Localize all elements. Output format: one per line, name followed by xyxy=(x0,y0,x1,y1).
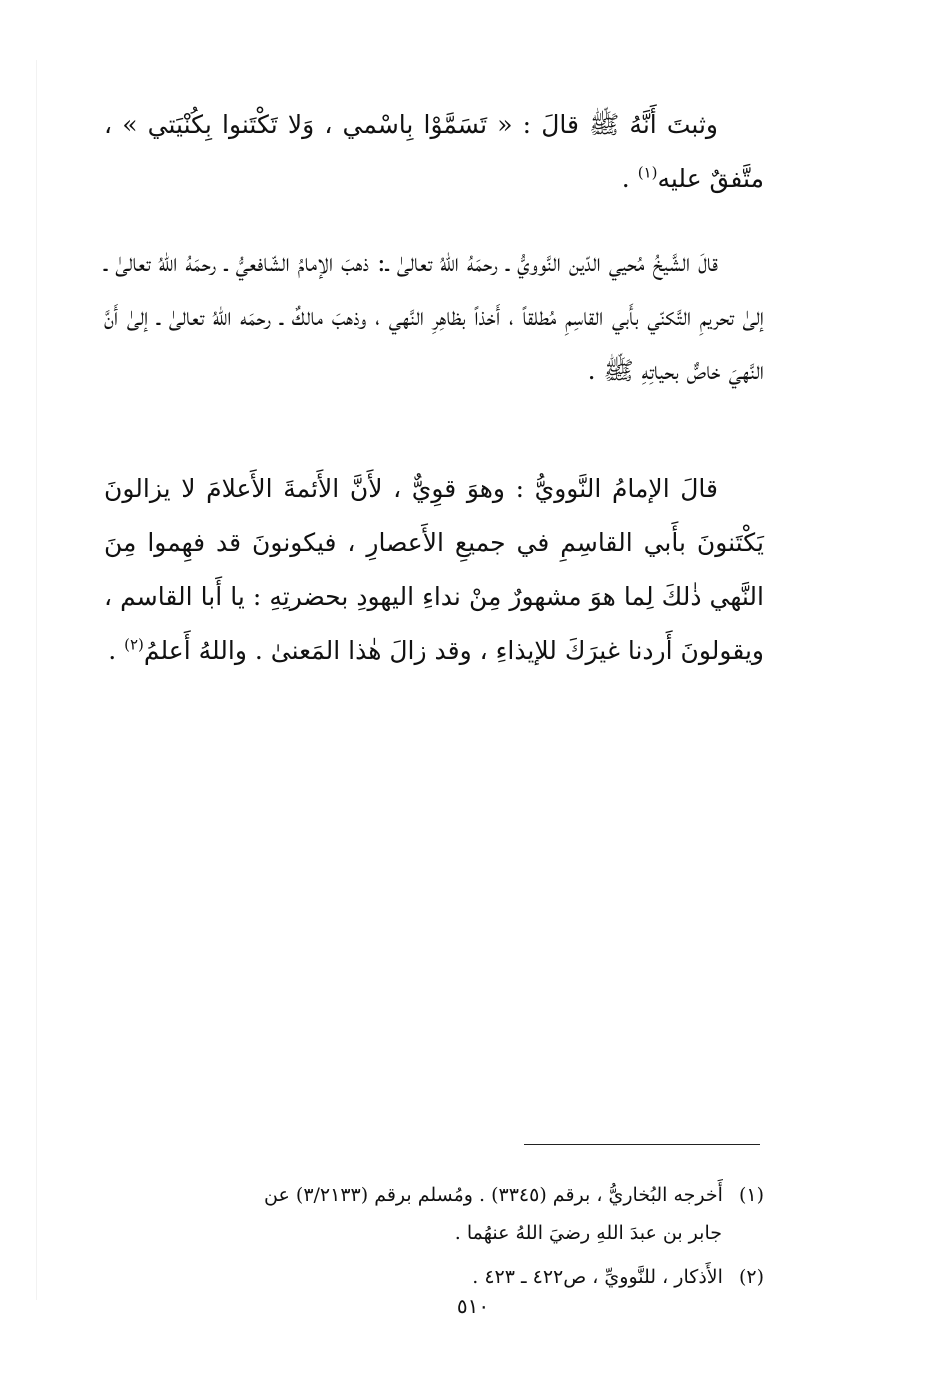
footnote-2 xyxy=(104,1258,764,1296)
paragraph-2 xyxy=(104,236,764,398)
paragraph-1-tail: . xyxy=(621,164,638,193)
paragraph-3-text: قالَ الإمامُ النَّوويُّ : وهوَ قوِيٌّ ، لأَنَّ الأَئمةَ الأَعلامَ لا يزالونَ يَكْتَنونَ بأَبي القاسِمِ في جميعِ الأَعصارِ ، فيكونونَ قد فهِموا مِنَ النَّهي ذٰلكَ لِما هوَ مشهورٌ مِنْ نداءِ اليهودِ بحضرتِهِ : يا أَبا القاسم ، ويقولونَ أَردنا غيرَكَ للإيذاءِ ، وقد زالَ هٰذا المَعنىٰ . واللهُ أَعلمُ xyxy=(104,474,764,665)
paragraph-3-tail: . xyxy=(108,636,125,665)
paragraph-3 xyxy=(104,462,764,678)
page-fold-shadow xyxy=(36,60,37,1300)
footnote-ref-2[interactable]: (٢) xyxy=(124,635,144,654)
footnote-1-line-1: أَخرجه البُخاريُّ ، برقم (٣٣٤٥) . ومُسلم برقم (٣/٢١٣٣) عن xyxy=(264,1184,723,1206)
footnote-1 xyxy=(104,1176,764,1252)
paragraph-2-text: قالَ الشَّيخُ مُحيي الدّين النَّوويُّ ـ رحمَهُ اللهُ تعالىٰ ـ: ذهبَ الإمامُ الشّافعيُّ ـ رحمَهُ اللهُ تعالىٰ ـ إلىٰ تحريمِ التَّكنّي بأَبي القاسِمِ مُطلقاً ، أَخذاً بظاهِرِ النَّهي ، وذهبَ مالكٌ ـ رحمَه اللهُ تعالىٰ ـ إلىٰ أَنَّ النَّهيَ خاصٌّ بحياتِهِ ﷺ . xyxy=(104,248,764,385)
footnote-separator xyxy=(524,1144,760,1145)
page-number: ٥١٠ xyxy=(456,1294,490,1318)
paragraph-1-text: وثبتَ أَنَّهُ ﷺ قالَ : « تَسَمَّوْا بِاسْمي ، وَلا تَكْتَنوا بِكُنْيَتي » ، متَّفقٌ عليه xyxy=(104,110,764,193)
footnote-1-number: (١) xyxy=(738,1184,764,1206)
footnote-1-line-2: جابر بن عبدَ اللهِ رضيَ اللهُ عنهُما . xyxy=(454,1222,722,1244)
footnote-2-number: (٢) xyxy=(738,1266,764,1288)
footnote-2-line-1: الأَذكار ، للنَّوويِّ ، ص٤٢٢ ـ ٤٢٣ . xyxy=(472,1266,723,1288)
paragraph-1 xyxy=(104,98,764,206)
footnote-ref-1[interactable]: (١) xyxy=(637,163,658,182)
